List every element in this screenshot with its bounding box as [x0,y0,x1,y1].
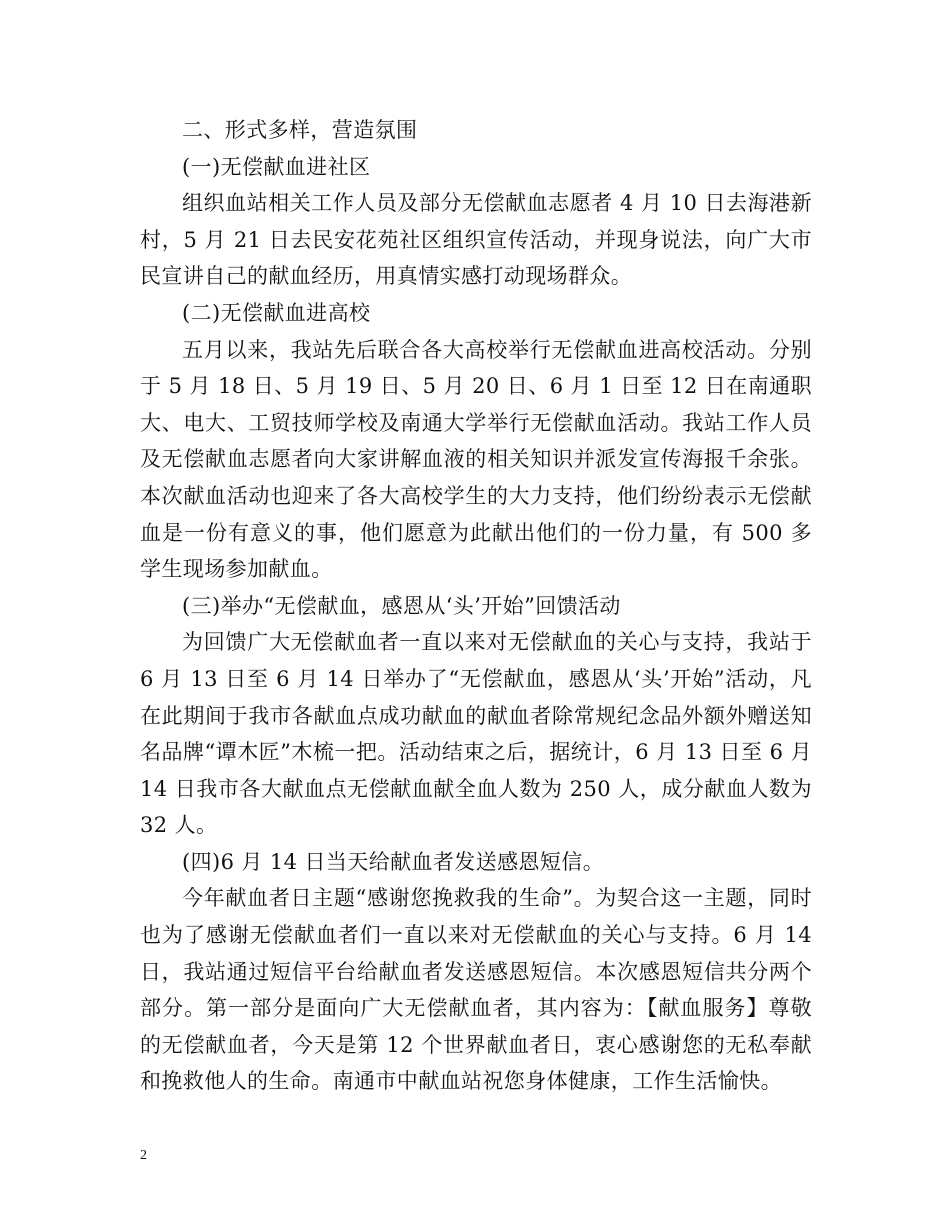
paragraph-sms: 今年献血者日主题“感谢您挽救我的生命”。为契合这一主题，同时也为了感谢无偿献血者们一直以来对无偿献血的关心与支持。6 月 14 日，我站通过短信平台给献血者发送感恩短信。本次感恩短信共分两个部分。第一部分是面向广大无偿献血者，其内容为：【献血服务】尊敬的无偿献血者，今天是第 12 个世界献血者日，衷心感谢您的无私奉献和挽救他人的生命。南通市中献血站祝您身体健康，工作生活愉快。 [140,886,812,1094]
subheading-community: (一)无偿献血进社区 [182,154,371,179]
paragraph-community: 组织血站相关工作人员及部分无偿献血志愿者 4 月 10 日去海港新村，5 月 21 日去民安花苑社区组织宣传活动，并现身说法，向广大市民宣讲自己的献血经历，用真情实感打动现场群众。 [140,191,812,289]
paragraph-feedback-activity: 为回馈广大无偿献血者一直以来对无偿献血的关心与支持，我站于 6 月 13 日至 6 月 14 日举办了“无偿献血，感恩从‘头’开始”活动，凡在此期间于我市各献血点成功献血的献血者除常规纪念品外额外赠送知名品牌“谭木匠”木梳一把。活动结束之后，据统计，6 月 13 日至 6 月 14 日我市各大献血点无偿献血献全血人数为 250 人，成分献血人数为 32 人。 [140,630,812,838]
section-heading: 二、形式多样，营造氛围 [182,118,418,142]
document-body [140,112,812,1100]
page-number: 2 [140,1148,147,1163]
subheading-feedback-activity: (三)举办“无偿献血，感恩从‘头’开始”回馈活动 [182,593,621,618]
paragraph-university: 五月以来，我站先后联合各大高校举行无偿献血进高校活动。分别于 5 月 18 日、5 月 19 日、5 月 20 日、6 月 1 日至 12 日在南通职大、电大、工贸技师学校及南通大学举行无偿献血活动。我站工作人员及无偿献血志愿者向大家讲解血液的相关知识并派发宣传海报千余张。本次献血活动也迎来了各大高校学生的大力支持，他们纷纷表示无偿献血是一份有意义的事，他们愿意为此献出他们的一份力量，有 500 多学生现场参加献血。 [140,337,812,582]
subheading-sms: (四)6 月 14 日当天给献血者发送感恩短信。 [182,849,605,874]
subheading-university: (二)无偿献血进高校 [182,300,371,325]
